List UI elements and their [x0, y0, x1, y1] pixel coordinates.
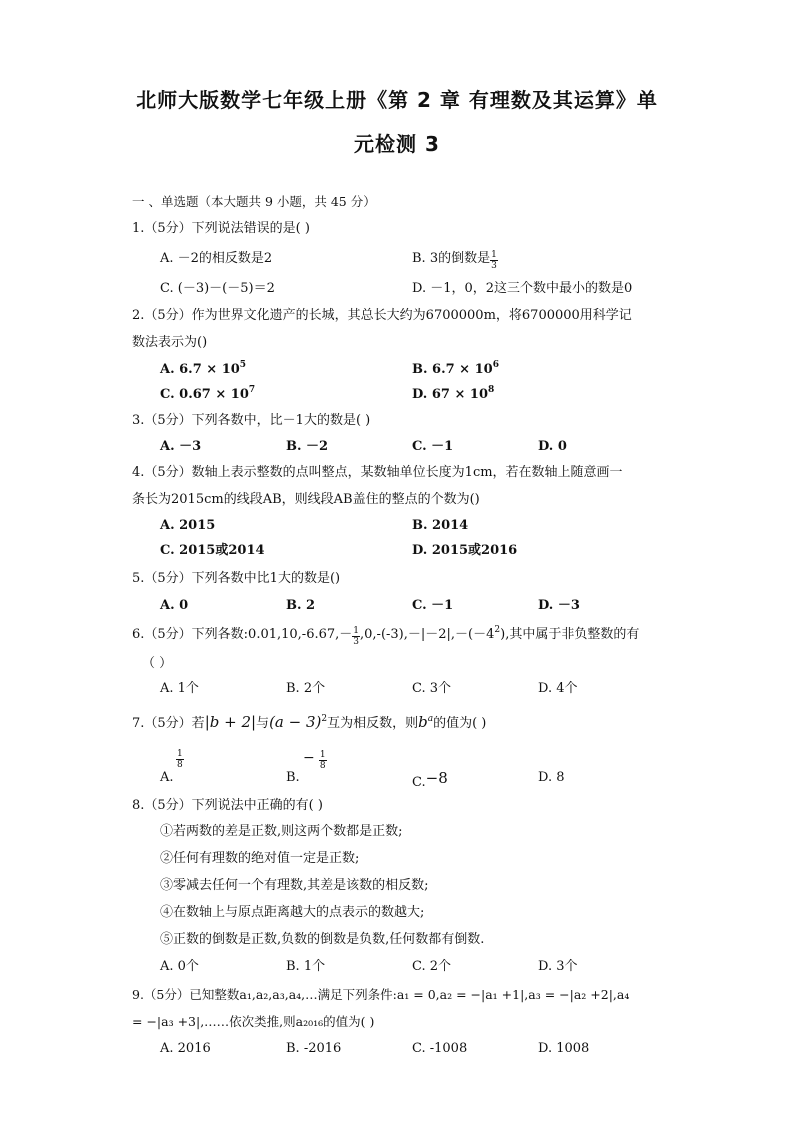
q1-option-b [412, 249, 498, 271]
q6-stem-part-c: ),其中属于非负整数的有 [500, 627, 640, 642]
q7-option-c-label: C. [412, 775, 426, 790]
q9-option-b: B. -2016 [286, 1041, 342, 1056]
q9-option-d: D. 1008 [538, 1041, 590, 1056]
q7-stem-part-d: 的值为( ) [433, 716, 487, 731]
question-5-stem: 5.（5分）下列各数中比1大的数是() [132, 571, 341, 586]
question-4-stem-line2: 条长为2015cm的线段AB，则线段AB盖住的整点的个数为() [132, 492, 480, 507]
q7-stem-part-b: 与 [256, 716, 270, 731]
question-4-stem-line1: 4.（5分）数轴上表示整数的点叫整点，某数轴单位长度为1cm，若在数轴上随意画一 [132, 465, 623, 480]
question-6-stem-line2: （ ） [142, 656, 173, 671]
q7-option-b: B. [286, 770, 300, 785]
q6-option-b: B. 2个 [286, 681, 326, 696]
q7-a-frac [176, 749, 184, 770]
q6-stem-part-b: ,0,-(-3),－|－2|,－(－4 [360, 627, 495, 642]
q6-option-a: A. 1个 [160, 681, 199, 696]
q7-a-frac-den: 8 [177, 760, 183, 770]
q4-option-c: C. 2015或2014 [160, 543, 265, 558]
q8-option-a: A. 0个 [160, 959, 199, 974]
q2-option-d-exp: 8 [488, 385, 495, 395]
question-1-stem: 1.（5分）下列说法错误的是( ) [132, 221, 310, 236]
question-6-stem-line1 [132, 625, 639, 647]
q2-option-d-text: D. 67 × 10 [412, 387, 488, 402]
q3-option-c: C. －1 [412, 439, 454, 454]
q7-option-d: D. 8 [538, 770, 565, 785]
q3-option-d: D. 0 [538, 439, 567, 454]
q7-b-frac [319, 750, 327, 771]
q8-option-c: C. 2个 [412, 959, 452, 974]
question-8-stem: 8.（5分）下列说法中正确的有( ) [132, 798, 323, 813]
q6-option-c: C. 3个 [412, 681, 452, 696]
q8-statement-3: ③零减去任何一个有理数,其差是该数的相反数; [160, 878, 429, 893]
q1-option-b-text: B. 3的倒数是 [412, 251, 491, 266]
q4-option-b: B. 2014 [412, 518, 469, 533]
q9-option-c: C. -1008 [412, 1041, 468, 1056]
q5-option-b: B. 2 [286, 598, 316, 613]
q2-option-a-exp: 5 [239, 360, 247, 370]
q7-b-frac-den: 8 [319, 761, 326, 771]
q6-fraction-num: 1 [353, 626, 360, 636]
q6-option-d: D. 4个 [538, 681, 578, 696]
q8-option-d: D. 3个 [538, 959, 578, 974]
q8-statement-2: ②任何有理数的绝对值一定是正数; [160, 851, 360, 866]
q7-stem-part-a: 7.（5分）若 [132, 716, 205, 731]
q1-option-c: C. (－3)－(－5)＝2 [160, 281, 275, 296]
q1-fraction-den: 3 [491, 261, 497, 271]
page-title-line2: 元检测 3 [354, 132, 440, 156]
q7-expr-square: (a − 3) [269, 713, 322, 731]
q4-option-d: D. 2015或2016 [412, 543, 518, 558]
q7-expr-power-exp: a [427, 714, 434, 724]
question-3-stem: 3.（5分）下列各数中，比－1大的数是( ) [132, 413, 371, 428]
q6-fraction-den: 3 [353, 637, 360, 647]
q5-option-d: D. －3 [538, 598, 580, 613]
q7-option-c-value: −8 [425, 769, 448, 787]
q6-fraction [352, 626, 360, 647]
q2-option-a [160, 360, 246, 380]
q3-option-a: A. －3 [160, 439, 202, 454]
q7-b-frac-num: 1 [319, 750, 326, 760]
question-9-stem-line1: 9.（5分）已知整数a₁,a₂,a₃,a₄,…满足下列条件:a₁ = 0,a₂ = −|a₁ +1|,a₃ = −|a₂ +2|,a₄ [132, 987, 630, 1002]
q3-option-b: B. －2 [286, 439, 329, 454]
q2-option-d [412, 385, 494, 405]
q8-statement-5: ⑤正数的倒数是正数,负数的倒数是负数,任何数都有倒数. [160, 932, 485, 947]
q2-option-c-text: C. 0.67 × 10 [160, 387, 249, 402]
q2-option-b-text: B. 6.7 × 10 [412, 362, 493, 377]
q5-option-a: A. 0 [160, 598, 189, 613]
q1-option-d: D. －1，0，2这三个数中最小的数是0 [412, 281, 633, 296]
q9-option-a: A. 2016 [160, 1041, 211, 1056]
question-9-stem-line2: = −|a₃ +3|,……依次类推,则a₂₀₁₆的值为( ) [132, 1014, 375, 1029]
question-2-stem-line2: 数法表示为() [132, 335, 208, 350]
section-heading: 一 、单选题（本大题共 9 小题，共 45 分） [132, 194, 376, 209]
q1-option-a: A. －2的相反数是2 [160, 251, 273, 266]
question-2-stem-line1: 2.（5分）作为世界文化遗产的长城，其总长大约为6700000m，将6700000用科学记 [132, 308, 632, 323]
q1-fraction [490, 250, 498, 271]
q7-option-b-fraction [303, 748, 327, 771]
q7-expr-square-exp: 2 [321, 714, 328, 724]
q2-option-b-exp: 6 [492, 360, 499, 370]
q2-option-c [160, 385, 255, 405]
q2-option-b [412, 360, 499, 380]
q7-a-frac-num: 1 [177, 749, 183, 759]
q7-b-sign: − [303, 750, 315, 766]
q4-option-a: A. 2015 [160, 518, 216, 533]
q8-option-b: B. 1个 [286, 959, 326, 974]
q2-option-a-text: A. 6.7 × 10 [160, 362, 240, 377]
q1-fraction-num: 1 [491, 250, 497, 260]
q7-option-a: A. [160, 770, 174, 785]
q8-statement-1: ①若两数的差是正数,则这两个数都是正数; [160, 824, 403, 839]
q7-expr-power: b [418, 713, 428, 731]
q7-stem-part-c: 互为相反数，则 [327, 716, 419, 731]
q7-expr-abs: |b + 2| [204, 713, 257, 731]
q7-option-a-fraction [176, 748, 184, 770]
q6-stem-part-a: 6.（5分）下列各数:0.01,10,-6.67,－ [132, 627, 353, 642]
q5-option-c: C. －1 [412, 598, 454, 613]
page-title-line1: 北师大版数学七年级上册《第 2 章 有理数及其运算》单 [136, 88, 658, 112]
q8-statement-4: ④在数轴上与原点距离越大的点表示的数越大; [160, 905, 425, 920]
q2-option-c-exp: 7 [248, 385, 256, 395]
q6-exponent: 2 [494, 625, 501, 635]
q7-option-c [412, 768, 448, 793]
question-7-stem [132, 712, 486, 734]
